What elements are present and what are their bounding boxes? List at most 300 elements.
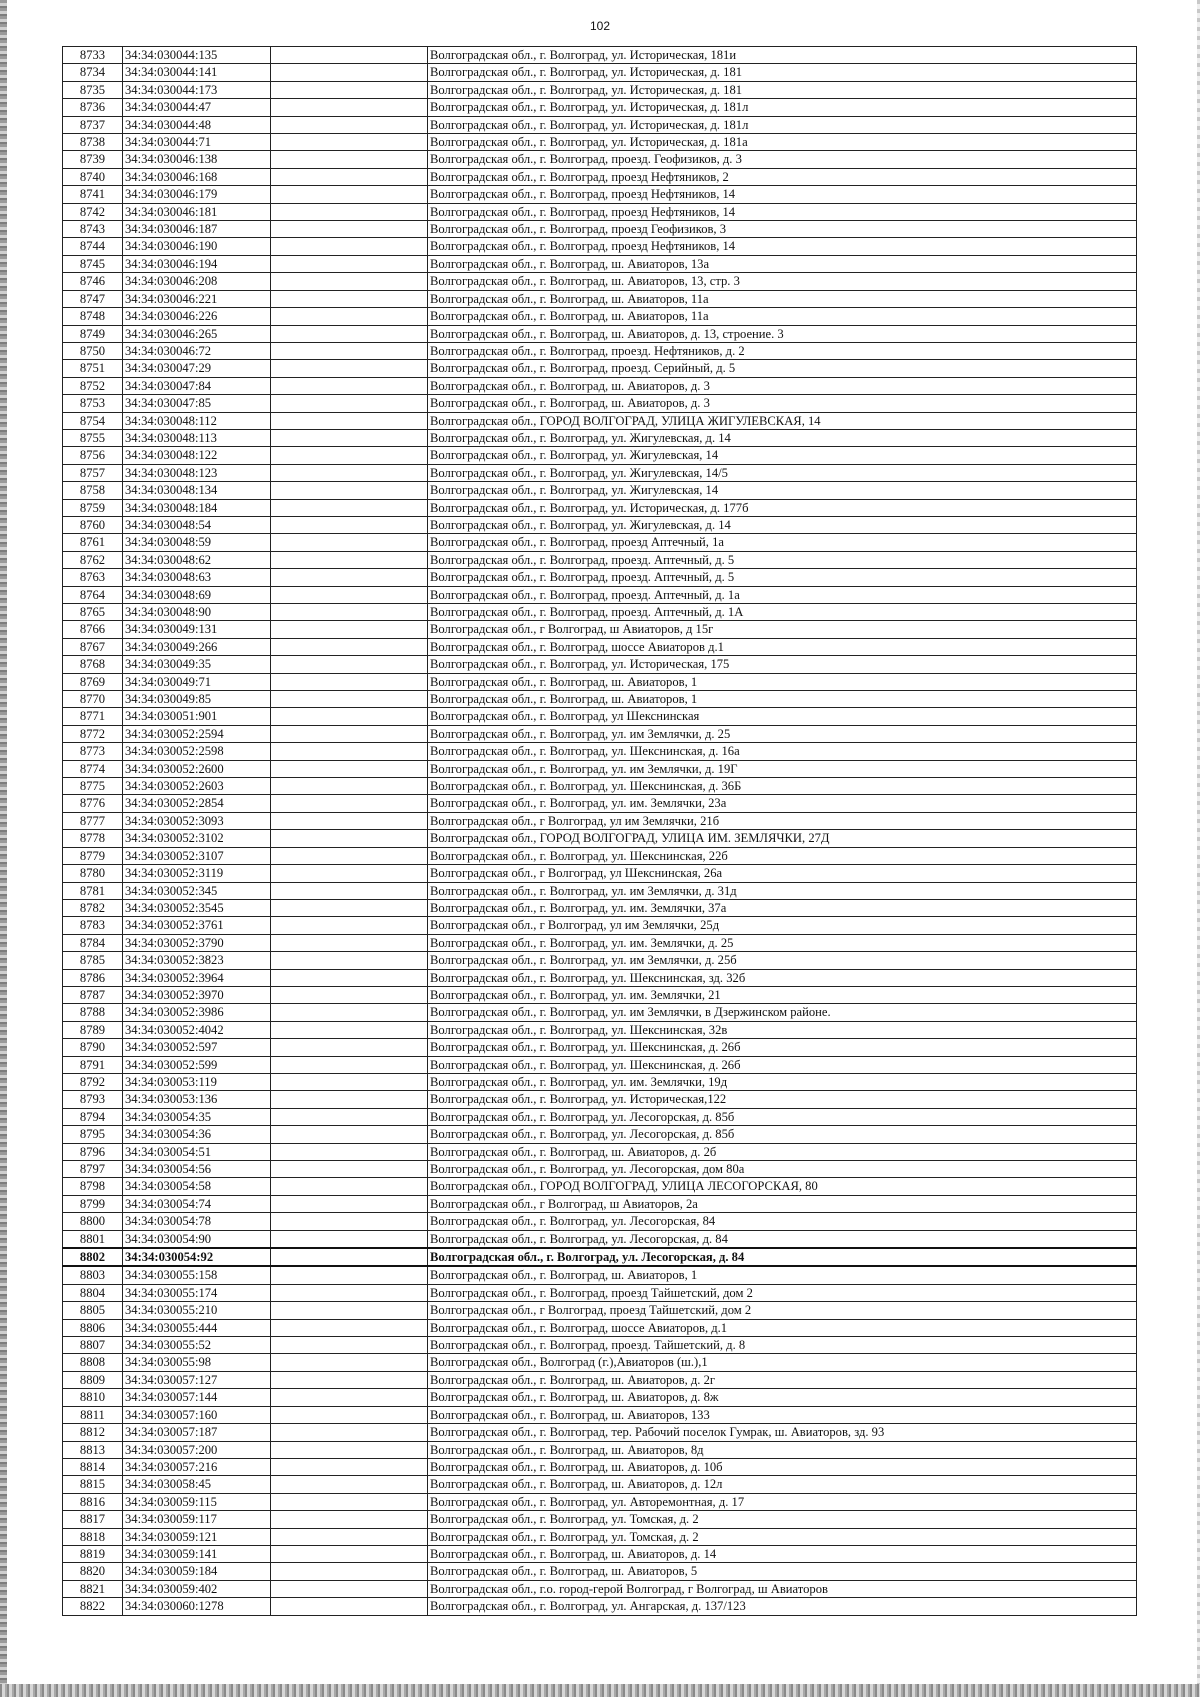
cadastral-number: 34:34:030057:187 [123, 1424, 271, 1441]
row-number: 8737 [63, 116, 123, 133]
blank-cell [271, 1143, 428, 1160]
table-row [63, 360, 1137, 377]
row-number: 8750 [63, 342, 123, 359]
table-row [63, 1091, 1137, 1108]
cadastral-number: 34:34:030049:131 [123, 621, 271, 638]
blank-cell [271, 1056, 428, 1073]
table-row [63, 1266, 1137, 1284]
address: Волгоградская обл., г. Волгоград, проезд. Аптечный, д. 5 [428, 551, 1137, 568]
row-number: 8739 [63, 151, 123, 168]
cadastral-number: 34:34:030059:121 [123, 1528, 271, 1545]
cadastral-number: 34:34:030046:168 [123, 168, 271, 185]
blank-cell [271, 1004, 428, 1021]
blank-cell [271, 1511, 428, 1528]
address: Волгоградская обл., г. Волгоград, ш. Авиаторов, д. 8ж [428, 1389, 1137, 1406]
cadastral-number: 34:34:030048:134 [123, 482, 271, 499]
address: Волгоградская обл., г. Волгоград, ш. Авиаторов, 133 [428, 1406, 1137, 1423]
address: Волгоградская обл., г. Волгоград, ул. Шекснинская, зд. 32б [428, 969, 1137, 986]
address: Волгоградская обл., г Волгоград, ш Авиаторов, д 15г [428, 621, 1137, 638]
cadastral-number: 34:34:030057:216 [123, 1458, 271, 1475]
cadastral-number: 34:34:030044:141 [123, 64, 271, 81]
address: Волгоградская обл., г. Волгоград, ул. Историческая, д. 181 [428, 81, 1137, 98]
blank-cell [271, 1126, 428, 1143]
blank-cell [271, 708, 428, 725]
cadastral-number: 34:34:030047:85 [123, 395, 271, 412]
blank-cell [271, 1406, 428, 1423]
address: Волгоградская обл., г. Волгоград, ш. Авиаторов, 1 [428, 1266, 1137, 1284]
row-number: 8761 [63, 534, 123, 551]
cadastral-number: 34:34:030052:2603 [123, 778, 271, 795]
address: Волгоградская обл., г. Волгоград, ул. им. Землячки, д. 25 [428, 934, 1137, 951]
row-number: 8803 [63, 1266, 123, 1284]
row-number: 8792 [63, 1073, 123, 1090]
table-row [63, 1284, 1137, 1301]
table-row [63, 847, 1137, 864]
table-row [63, 464, 1137, 481]
row-number: 8779 [63, 847, 123, 864]
address: Волгоградская обл., г. Волгоград, ул Шекснинская [428, 708, 1137, 725]
table-row [63, 325, 1137, 342]
table-row [63, 221, 1137, 238]
address: Волгоградская обл., г. Волгоград, ул. Лесогорская, д. 85б [428, 1126, 1137, 1143]
address: Волгоградская обл., г. Волгоград, ул. Шекснинская, д. 26б [428, 1039, 1137, 1056]
address: Волгоградская обл., г. Волгоград, ш. Авиаторов, д. 3 [428, 395, 1137, 412]
cadastral-number: 34:34:030046:265 [123, 325, 271, 342]
address: Волгоградская обл., г. Волгоград, ш. Авиаторов, д. 3 [428, 377, 1137, 394]
blank-cell [271, 186, 428, 203]
row-number: 8743 [63, 221, 123, 238]
cadastral-number: 34:34:030048:54 [123, 516, 271, 533]
table-row [63, 1248, 1137, 1266]
blank-cell [271, 1337, 428, 1354]
blank-cell [271, 134, 428, 151]
cadastral-number: 34:34:030054:58 [123, 1178, 271, 1195]
blank-cell [271, 221, 428, 238]
blank-cell [271, 621, 428, 638]
cadastral-number: 34:34:030054:51 [123, 1143, 271, 1160]
row-number: 8756 [63, 447, 123, 464]
cadastral-number: 34:34:030046:226 [123, 308, 271, 325]
table-row [63, 168, 1137, 185]
cadastral-number: 34:34:030060:1278 [123, 1598, 271, 1615]
row-number: 8773 [63, 743, 123, 760]
cadastral-number: 34:34:030055:174 [123, 1284, 271, 1301]
register-table [62, 46, 1137, 1616]
blank-cell [271, 499, 428, 516]
table-row [63, 1178, 1137, 1195]
blank-cell [271, 656, 428, 673]
cadastral-number: 34:34:030046:208 [123, 273, 271, 290]
cadastral-number: 34:34:030059:402 [123, 1580, 271, 1597]
table-row [63, 1458, 1137, 1475]
table-row [63, 534, 1137, 551]
address: Волгоградская обл., г. Волгоград, проезд Нефтяников, 2 [428, 168, 1137, 185]
blank-cell [271, 360, 428, 377]
table-row [63, 134, 1137, 151]
cadastral-number: 34:34:030052:4042 [123, 1021, 271, 1038]
address: Волгоградская обл., г. Волгоград, ш. Авиаторов, д. 2г [428, 1371, 1137, 1388]
row-number: 8793 [63, 1091, 123, 1108]
cadastral-number: 34:34:030057:200 [123, 1441, 271, 1458]
cadastral-number: 34:34:030057:160 [123, 1406, 271, 1423]
table-row [63, 1580, 1137, 1597]
address: Волгоградская обл., г. Волгоград, ш. Авиаторов, 1 [428, 691, 1137, 708]
row-number: 8752 [63, 377, 123, 394]
blank-cell [271, 1493, 428, 1510]
row-number: 8734 [63, 64, 123, 81]
cadastral-number: 34:34:030054:74 [123, 1195, 271, 1212]
blank-cell [271, 64, 428, 81]
row-number: 8782 [63, 899, 123, 916]
table-row [63, 1195, 1137, 1212]
row-number: 8762 [63, 551, 123, 568]
address: Волгоградская обл., г. Волгоград, ул. Лесогорская, дом 80а [428, 1161, 1137, 1178]
blank-cell [271, 1424, 428, 1441]
address: Волгоградская обл., г Волгоград, ш Авиаторов, 2а [428, 1195, 1137, 1212]
row-number: 8738 [63, 134, 123, 151]
table-row [63, 725, 1137, 742]
row-number: 8784 [63, 934, 123, 951]
cadastral-number: 34:34:030048:112 [123, 412, 271, 429]
table-row [63, 1004, 1137, 1021]
cadastral-number: 34:34:030044:173 [123, 81, 271, 98]
table-row [63, 1056, 1137, 1073]
address: Волгоградская обл., г. Волгоград, проезд Нефтяников, 14 [428, 203, 1137, 220]
table-row [63, 604, 1137, 621]
table-row [63, 186, 1137, 203]
table-row [63, 812, 1137, 829]
row-number: 8783 [63, 917, 123, 934]
table-row [63, 1319, 1137, 1336]
address: Волгоградская обл., г. Волгоград, ш. Авиаторов, д. 2б [428, 1143, 1137, 1160]
row-number: 8770 [63, 691, 123, 708]
table-row [63, 673, 1137, 690]
row-number: 8767 [63, 638, 123, 655]
address: Волгоградская обл., г. Волгоград, шоссе Авиаторов, д.1 [428, 1319, 1137, 1336]
address: Волгоградская обл., г. Волгоград, проезд Нефтяников, 14 [428, 238, 1137, 255]
row-number: 8798 [63, 1178, 123, 1195]
blank-cell [271, 412, 428, 429]
row-number: 8753 [63, 395, 123, 412]
table-row [63, 952, 1137, 969]
address: Волгоградская обл., г. Волгоград, ул. Шекснинская, 32в [428, 1021, 1137, 1038]
address: Волгоградская обл., г Волгоград, ул им Землячки, 25д [428, 917, 1137, 934]
cadastral-number: 34:34:030051:901 [123, 708, 271, 725]
cadastral-number: 34:34:030052:3964 [123, 969, 271, 986]
address: Волгоградская обл., г. Волгоград, ул. Лесогорская, д. 85б [428, 1108, 1137, 1125]
cadastral-number: 34:34:030046:179 [123, 186, 271, 203]
address: Волгоградская обл., г. Волгоград, ул. им Землячки, д. 25 [428, 725, 1137, 742]
table-row [63, 1389, 1137, 1406]
blank-cell [271, 516, 428, 533]
cadastral-number: 34:34:030054:90 [123, 1230, 271, 1248]
blank-cell [271, 586, 428, 603]
cadastral-number: 34:34:030059:184 [123, 1563, 271, 1580]
table-row [63, 1302, 1137, 1319]
blank-cell [271, 1108, 428, 1125]
row-number: 8764 [63, 586, 123, 603]
cadastral-number: 34:34:030057:127 [123, 1371, 271, 1388]
table-row [63, 1143, 1137, 1160]
blank-cell [271, 1545, 428, 1562]
address: Волгоградская обл., г Волгоград, ул им Землячки, 21б [428, 812, 1137, 829]
row-number: 8766 [63, 621, 123, 638]
cadastral-number: 34:34:030052:2594 [123, 725, 271, 742]
cadastral-number: 34:34:030054:78 [123, 1213, 271, 1230]
scan-edge-left [0, 0, 7, 1697]
address: Волгоградская обл., г. Волгоград, ш. Авиаторов, д. 10б [428, 1458, 1137, 1475]
address: Волгоградская обл., г. Волгоград, проезд Геофизиков, 3 [428, 221, 1137, 238]
cadastral-number: 34:34:030052:2854 [123, 795, 271, 812]
row-number: 8809 [63, 1371, 123, 1388]
blank-cell [271, 551, 428, 568]
blank-cell [271, 1178, 428, 1195]
row-number: 8802 [63, 1248, 123, 1266]
address: Волгоградская обл., г Волгоград, ул Шекснинская, 26а [428, 865, 1137, 882]
row-number: 8808 [63, 1354, 123, 1371]
blank-cell [271, 273, 428, 290]
row-number: 8813 [63, 1441, 123, 1458]
address: Волгоградская обл., г. Волгоград, ул. им. Землячки, 19д [428, 1073, 1137, 1090]
table-row [63, 273, 1137, 290]
table-row [63, 1406, 1137, 1423]
blank-cell [271, 99, 428, 116]
cadastral-number: 34:34:030052:345 [123, 882, 271, 899]
row-number: 8759 [63, 499, 123, 516]
row-number: 8745 [63, 255, 123, 272]
cadastral-number: 34:34:030047:84 [123, 377, 271, 394]
blank-cell [271, 1039, 428, 1056]
row-number: 8814 [63, 1458, 123, 1475]
address: Волгоградская обл., г. Волгоград, ул. Жигулевская, д. 14 [428, 429, 1137, 446]
table-row [63, 238, 1137, 255]
cadastral-number: 34:34:030052:3102 [123, 830, 271, 847]
table-row [63, 1021, 1137, 1038]
row-number: 8774 [63, 760, 123, 777]
blank-cell [271, 1458, 428, 1475]
cadastral-number: 34:34:030046:187 [123, 221, 271, 238]
address: Волгоградская обл., г. Волгоград, ул. Историческая, д. 181л [428, 99, 1137, 116]
cadastral-number: 34:34:030046:221 [123, 290, 271, 307]
blank-cell [271, 743, 428, 760]
row-number: 8789 [63, 1021, 123, 1038]
address: Волгоградская обл., г. Волгоград, ул. Ангарская, д. 137/123 [428, 1598, 1137, 1615]
cadastral-number: 34:34:030049:266 [123, 638, 271, 655]
blank-cell [271, 638, 428, 655]
table-row [63, 81, 1137, 98]
table-row [63, 743, 1137, 760]
row-number: 8754 [63, 412, 123, 429]
table-row [63, 1493, 1137, 1510]
cadastral-number: 34:34:030052:3761 [123, 917, 271, 934]
row-number: 8755 [63, 429, 123, 446]
address: Волгоградская обл., г. Волгоград, ш. Авиаторов, 13а [428, 255, 1137, 272]
row-number: 8780 [63, 865, 123, 882]
blank-cell [271, 952, 428, 969]
blank-cell [271, 1021, 428, 1038]
row-number: 8800 [63, 1213, 123, 1230]
address: Волгоградская обл., г. Волгоград, ш. Авиаторов, д. 14 [428, 1545, 1137, 1562]
address: Волгоградская обл., г. Волгоград, ш. Авиаторов, 13, стр. 3 [428, 273, 1137, 290]
table-row [63, 1108, 1137, 1125]
blank-cell [271, 1230, 428, 1248]
cadastral-number: 34:34:030054:35 [123, 1108, 271, 1125]
address: Волгоградская обл., ГОРОД ВОЛГОГРАД, УЛИЦА ЖИГУЛЕВСКАЯ, 14 [428, 412, 1137, 429]
row-number: 8776 [63, 795, 123, 812]
row-number: 8816 [63, 1493, 123, 1510]
table-row [63, 1126, 1137, 1143]
table-row [63, 1545, 1137, 1562]
cadastral-number: 34:34:030048:184 [123, 499, 271, 516]
row-number: 8740 [63, 168, 123, 185]
row-number: 8821 [63, 1580, 123, 1597]
cadastral-number: 34:34:030052:3107 [123, 847, 271, 864]
address: Волгоградская обл., г. Волгоград, ул. Шекснинская, д. 16а [428, 743, 1137, 760]
address: Волгоградская обл., г. Волгоград, ш. Авиаторов, 11а [428, 308, 1137, 325]
cadastral-number: 34:34:030059:141 [123, 1545, 271, 1562]
row-number: 8746 [63, 273, 123, 290]
scan-edge-bottom [0, 1684, 1200, 1697]
table-row [63, 255, 1137, 272]
row-number: 8806 [63, 1319, 123, 1336]
blank-cell [271, 604, 428, 621]
cadastral-number: 34:34:030046:72 [123, 342, 271, 359]
blank-cell [271, 1195, 428, 1212]
row-number: 8787 [63, 986, 123, 1003]
cadastral-number: 34:34:030049:71 [123, 673, 271, 690]
blank-cell [271, 238, 428, 255]
address: Волгоградская обл., г. Волгоград, ул. Лесогорская, д. 84 [428, 1248, 1137, 1266]
table-row [63, 290, 1137, 307]
table-row [63, 203, 1137, 220]
table-row [63, 899, 1137, 916]
address: Волгоградская обл., г. Волгоград, ул. Жигулевская, д. 14 [428, 516, 1137, 533]
address: Волгоградская обл., г. Волгоград, ул. Шекснинская, д. 36Б [428, 778, 1137, 795]
table-row [63, 377, 1137, 394]
cadastral-number: 34:34:030052:3790 [123, 934, 271, 951]
address: Волгоградская обл., г. Волгоград, ш. Авиаторов, 11а [428, 290, 1137, 307]
table-row [63, 865, 1137, 882]
blank-cell [271, 342, 428, 359]
row-number: 8822 [63, 1598, 123, 1615]
table-row [63, 447, 1137, 464]
cadastral-number: 34:34:030053:119 [123, 1073, 271, 1090]
address: Волгоградская обл., г. Волгоград, ул. Историческая, д. 181л [428, 116, 1137, 133]
blank-cell [271, 308, 428, 325]
table-row [63, 569, 1137, 586]
row-number: 8748 [63, 308, 123, 325]
table-row [63, 1161, 1137, 1178]
row-number: 8807 [63, 1337, 123, 1354]
table-row [63, 1528, 1137, 1545]
blank-cell [271, 917, 428, 934]
row-number: 8781 [63, 882, 123, 899]
cadastral-number: 34:34:030052:3119 [123, 865, 271, 882]
row-number: 8817 [63, 1511, 123, 1528]
table-row [63, 917, 1137, 934]
blank-cell [271, 1213, 428, 1230]
blank-cell [271, 47, 428, 64]
table-row [63, 499, 1137, 516]
table-row [63, 1073, 1137, 1090]
table-row [63, 412, 1137, 429]
address: Волгоградская обл., г. Волгоград, проезд. Тайшетский, д. 8 [428, 1337, 1137, 1354]
table-row [63, 151, 1137, 168]
blank-cell [271, 290, 428, 307]
row-number: 8801 [63, 1230, 123, 1248]
row-number: 8760 [63, 516, 123, 533]
address: Волгоградская обл., г. Волгоград, ул. Лесогорская, 84 [428, 1213, 1137, 1230]
table-row [63, 551, 1137, 568]
cadastral-number: 34:34:030046:194 [123, 255, 271, 272]
cadastral-number: 34:34:030054:36 [123, 1126, 271, 1143]
row-number: 8736 [63, 99, 123, 116]
row-number: 8735 [63, 81, 123, 98]
address: Волгоградская обл., Волгоград (г.),Авиаторов (ш.),1 [428, 1354, 1137, 1371]
address: Волгоградская обл., г. Волгоград, ул. Авторемонтная, д. 17 [428, 1493, 1137, 1510]
address: Волгоградская обл., г. Волгоград, ул. Шекснинская, 22б [428, 847, 1137, 864]
row-number: 8810 [63, 1389, 123, 1406]
row-number: 8771 [63, 708, 123, 725]
table-row [63, 708, 1137, 725]
blank-cell [271, 81, 428, 98]
cadastral-number: 34:34:030055:444 [123, 1319, 271, 1336]
row-number: 8804 [63, 1284, 123, 1301]
address: Волгоградская обл., г. Волгоград, проезд Тайшетский, дом 2 [428, 1284, 1137, 1301]
cadastral-number: 34:34:030054:56 [123, 1161, 271, 1178]
table-row [63, 691, 1137, 708]
row-number: 8768 [63, 656, 123, 673]
table-row [63, 830, 1137, 847]
table-row [63, 116, 1137, 133]
table-row [63, 760, 1137, 777]
address: Волгоградская обл., г. Волгоград, проезд. Аптечный, д. 1а [428, 586, 1137, 603]
cadastral-number: 34:34:030044:47 [123, 99, 271, 116]
table-row [63, 1371, 1137, 1388]
address: Волгоградская обл., г. Волгоград, ул. им Землячки, в Дзержинском районе. [428, 1004, 1137, 1021]
row-number: 8788 [63, 1004, 123, 1021]
address: Волгоградская обл., г. Волгоград, ш. Авиаторов, д. 12л [428, 1476, 1137, 1493]
blank-cell [271, 691, 428, 708]
cadastral-number: 34:34:030055:52 [123, 1337, 271, 1354]
table-row [63, 1598, 1137, 1615]
address: Волгоградская обл., г. Волгоград, ул. им. Землячки, 21 [428, 986, 1137, 1003]
address: Волгоградская обл., г. Волгоград, ул. им Землячки, д. 25б [428, 952, 1137, 969]
table-row [63, 99, 1137, 116]
address: Волгоградская обл., г. Волгоград, ул. Историческая, 181и [428, 47, 1137, 64]
register-table-body [63, 47, 1137, 1616]
table-row [63, 308, 1137, 325]
blank-cell [271, 934, 428, 951]
row-number: 8777 [63, 812, 123, 829]
address: Волгоградская обл., г. Волгоград, ул. Томская, д. 2 [428, 1528, 1137, 1545]
table-row [63, 1337, 1137, 1354]
blank-cell [271, 899, 428, 916]
address: Волгоградская обл., г. Волгоград, ул. Историческая, 175 [428, 656, 1137, 673]
table-row [63, 621, 1137, 638]
table-row [63, 1354, 1137, 1371]
cadastral-number: 34:34:030052:599 [123, 1056, 271, 1073]
table-row [63, 47, 1137, 64]
cadastral-number: 34:34:030048:62 [123, 551, 271, 568]
blank-cell [271, 1284, 428, 1301]
table-row [63, 342, 1137, 359]
address: Волгоградская обл., г. Волгоград, проезд. Геофизиков, д. 3 [428, 151, 1137, 168]
row-number: 8785 [63, 952, 123, 969]
address: Волгоградская обл., г. Волгоград, проезд. Аптечный, д. 5 [428, 569, 1137, 586]
blank-cell [271, 673, 428, 690]
row-number: 8811 [63, 1406, 123, 1423]
